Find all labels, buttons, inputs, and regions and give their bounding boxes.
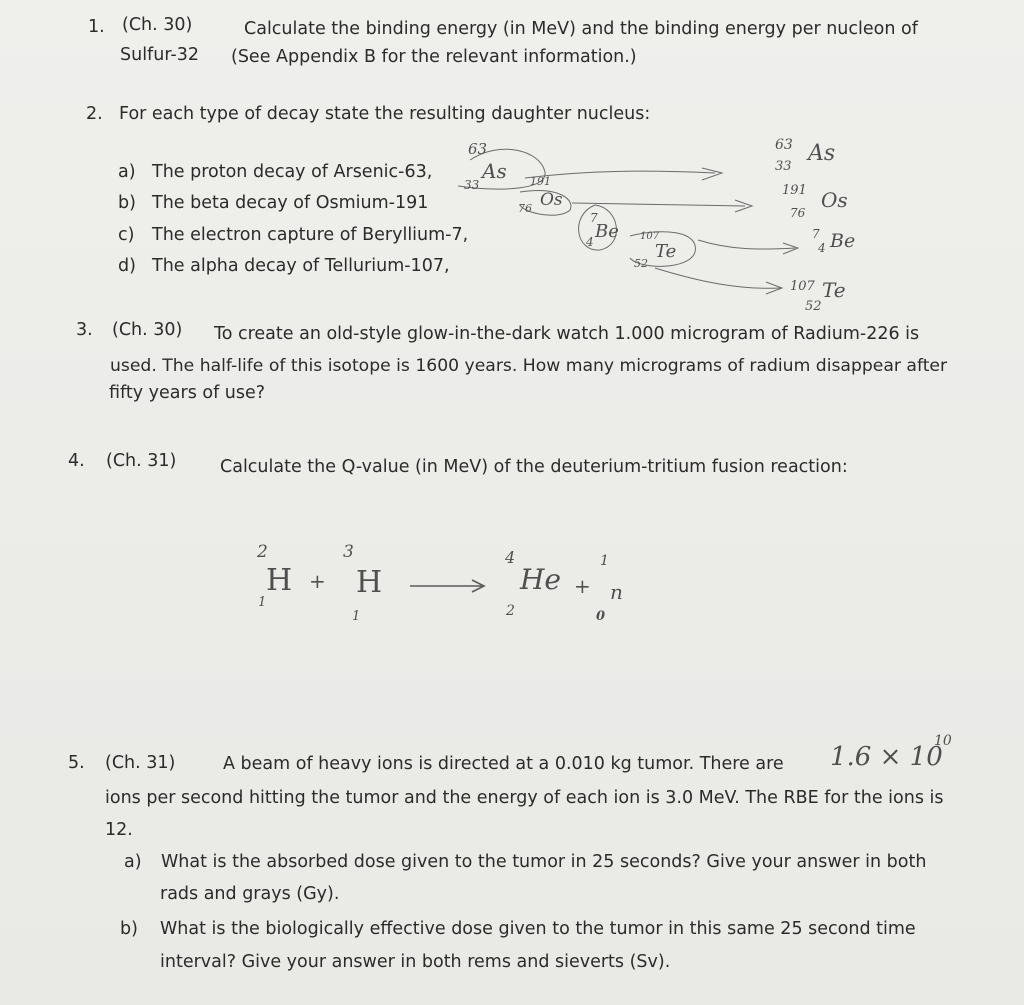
q1-text-line2: (See Appendix B for the relevant information.) [231,47,637,67]
hw-answer-c-mass: 7 [812,227,820,241]
q5-text-line3: 12. [105,820,133,840]
hw-beryllium-mass: 7 [590,211,598,225]
tritium-mass: 3 [343,542,354,562]
hw-tellurium-mass: 107 [640,231,660,242]
q2-number: 2. [86,104,103,124]
hw-answer-b-symbol: Os [821,188,848,212]
hw-answer-c-z: 4 [818,241,826,255]
q1-number: 1. [88,17,105,37]
hw-beryllium-symbol: Be [595,221,619,242]
q3-text-line1: To create an old-style glow-in-the-dark watch 1.000 microgram of Radium-226 is [214,324,920,344]
q5-part-a-line1: What is the absorbed dose given to the tumor in 25 seconds? Give your answer in both [161,852,927,872]
hw-arsenic-symbol: As [482,159,507,183]
hw-answer-b-mass: 191 [782,183,807,198]
q4-number: 4. [68,451,85,471]
q2-item-text: The beta decay of Osmium-191 [152,193,429,213]
q5-text-line2: ions per second hitting the tumor and the energy of each ion is 3.0 MeV. The RBE for the ions is [105,788,944,808]
q1-text-line1: Calculate the binding energy (in MeV) and the binding energy per nucleon of [244,19,918,39]
helium-symbol: He [520,563,561,596]
q2-item-letter: d) [118,256,136,276]
hw-answer-c-symbol: Be [830,230,856,252]
hw-tellurium-symbol: Te [655,241,677,262]
hw-answer-a-z: 33 [775,159,792,174]
hw-ion-rate: 1.6 × 10 [830,742,943,772]
q1-chapter: (Ch. 30) [122,15,193,35]
q2-prompt: For each type of decay state the resulting daughter nucleus: [119,104,651,124]
deuterium-symbol: H [266,563,293,598]
tritium-symbol: H [356,565,383,600]
neutron-z: 0 [596,609,606,624]
hw-beryllium-z: 4 [586,235,594,249]
hw-osmium-symbol: Os [540,190,563,210]
tritium-z: 1 [352,609,361,624]
q3-text-line2: used. The half-life of this isotope is 1600 years. How many micrograms of radium disappear after [110,356,948,376]
q5-text-line1: A beam of heavy ions is directed at a 0.010 kg tumor. There are [223,754,784,774]
hw-answer-a-symbol: As [808,141,836,166]
q2-item-letter: a) [118,162,136,182]
helium-z: 2 [506,603,515,619]
deuterium-z: 1 [258,595,267,610]
hw-answer-a-mass: 63 [775,137,793,153]
hw-arsenic-mass: 63 [468,140,488,158]
q5-part-b-line1: What is the biologically effective dose given to the tumor in this same 25 second time [160,919,916,939]
neutron-symbol: n [610,580,623,604]
deuterium-mass: 2 [257,542,268,562]
hw-ion-rate-exponent: 10 [934,733,952,749]
plus-sign: + [574,574,591,598]
q4-text: Calculate the Q-value (in MeV) of the deuterium-tritium fusion reaction: [220,457,848,477]
neutron-mass: 1 [600,553,609,569]
hw-answer-d-z: 52 [805,299,822,314]
helium-mass: 4 [505,548,516,567]
hw-answer-d-symbol: Te [822,278,846,302]
hw-osmium-mass: 191 [530,175,551,188]
q3-chapter: (Ch. 30) [112,320,183,340]
q2-item-letter: c) [118,225,135,245]
q1-element: Sulfur-32 [120,45,199,65]
q5-part-letter: b) [120,919,138,939]
hw-arsenic-z: 33 [464,178,480,192]
q2-item-text: The alpha decay of Tellurium-107, [152,256,450,276]
q5-part-b-line2: interval? Give your answer in both rems and sieverts (Sv). [160,952,671,972]
q5-number: 5. [68,753,85,773]
q5-part-letter: a) [124,852,142,872]
q5-part-a-line2: rads and grays (Gy). [160,884,340,904]
hw-tellurium-z: 52 [634,257,648,270]
q2-item-text: The proton decay of Arsenic-63, [152,162,433,182]
q4-chapter: (Ch. 31) [106,451,177,471]
hw-answer-b-z: 76 [790,206,806,220]
q2-item-letter: b) [118,193,136,213]
hw-osmium-z: 76 [518,202,532,215]
q3-text-line3: fifty years of use? [109,383,266,403]
q5-chapter: (Ch. 31) [105,753,176,773]
q3-number: 3. [76,320,93,340]
q2-item-text: The electron capture of Beryllium-7, [152,225,469,245]
plus-sign: + [309,569,326,593]
hw-answer-d-mass: 107 [790,279,815,294]
